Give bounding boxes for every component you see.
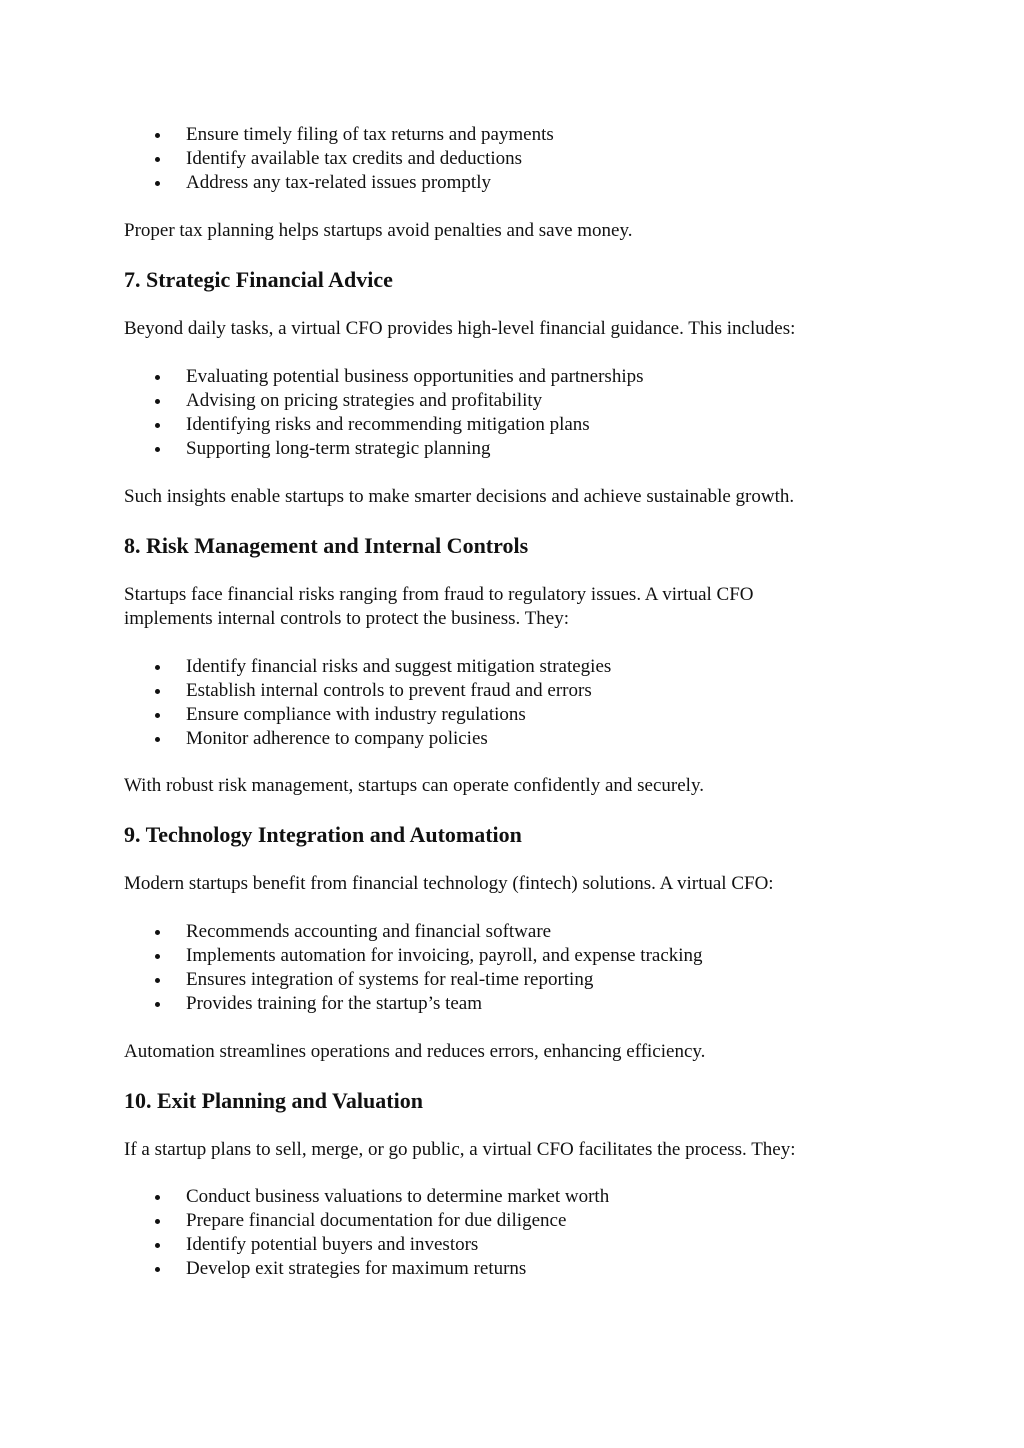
section-intro-10: If a startup plans to sell, merge, or go public, a virtual CFO facilitates the process. They: [124,1139,796,1160]
list-item: Identifying risks and recommending mitigation plans [124,413,644,437]
list-item: Address any tax-related issues promptly [124,171,554,195]
section-intro-8: Startups face financial risks ranging from fraud to regulatory issues. A virtual CFO implements internal controls to protect the business. They: [124,584,754,629]
list-item: Advising on pricing strategies and profitability [124,389,644,413]
list-item: Conduct business valuations to determine market worth [124,1185,609,1209]
bullet-icon [155,375,160,380]
bullet-icon [155,399,160,404]
bullet-icon [155,133,160,138]
list-item: Identify potential buyers and investors [124,1233,609,1257]
tax-summary: Proper tax planning helps startups avoid penalties and save money. [124,220,633,241]
section-heading-10: 10. Exit Planning and Valuation [124,1088,423,1113]
list-item: Supporting long-term strategic planning [124,437,644,461]
bullet-icon [155,930,160,935]
list-item: Provides training for the startup’s team [124,992,703,1016]
section-heading-7: 7. Strategic Financial Advice [124,267,393,292]
list-item: Identify available tax credits and deductions [124,147,554,171]
section-summary-9: Automation streamlines operations and reduces errors, enhancing efficiency. [124,1041,706,1062]
section-summary-7: Such insights enable startups to make smarter decisions and achieve sustainable growth. [124,486,795,507]
section-bullet-list-7 [124,365,644,461]
list-item: Recommends accounting and financial software [124,920,703,944]
bullet-icon [155,1267,160,1272]
bullet-icon [155,157,160,162]
bullet-icon [155,447,160,452]
section-intro-7: Beyond daily tasks, a virtual CFO provides high-level financial guidance. This includes: [124,318,796,339]
list-item: Ensure timely filing of tax returns and payments [124,123,554,147]
bullet-icon [155,978,160,983]
list-item: Develop exit strategies for maximum returns [124,1257,609,1281]
list-item: Evaluating potential business opportunities and partnerships [124,365,644,389]
bullet-icon [155,737,160,742]
bullet-icon [155,1219,160,1224]
list-item: Identify financial risks and suggest mitigation strategies [124,655,611,679]
section-bullet-list-10 [124,1185,609,1281]
bullet-icon [155,689,160,694]
section-intro-9: Modern startups benefit from financial technology (fintech) solutions. A virtual CFO: [124,873,774,894]
list-item: Establish internal controls to prevent fraud and errors [124,679,611,703]
section-heading-8: 8. Risk Management and Internal Controls [124,533,529,558]
section-bullet-list-9 [124,920,703,1016]
bullet-icon [155,423,160,428]
list-item: Ensures integration of systems for real-time reporting [124,968,703,992]
bullet-icon [155,1195,160,1200]
bullet-icon [155,1243,160,1248]
bullet-icon [155,665,160,670]
bullet-icon [155,181,160,186]
bullet-icon [155,954,160,959]
bullet-icon [155,1002,160,1007]
list-item: Prepare financial documentation for due diligence [124,1209,609,1233]
section-heading-9: 9. Technology Integration and Automation [124,822,522,847]
tax-bullet-list [124,123,554,195]
section-summary-8: With robust risk management, startups can operate confidently and securely. [124,775,704,796]
bullet-icon [155,713,160,718]
section-bullet-list-8 [124,655,611,751]
list-item: Monitor adherence to company policies [124,727,611,751]
list-item: Implements automation for invoicing, payroll, and expense tracking [124,944,703,968]
list-item: Ensure compliance with industry regulations [124,703,611,727]
